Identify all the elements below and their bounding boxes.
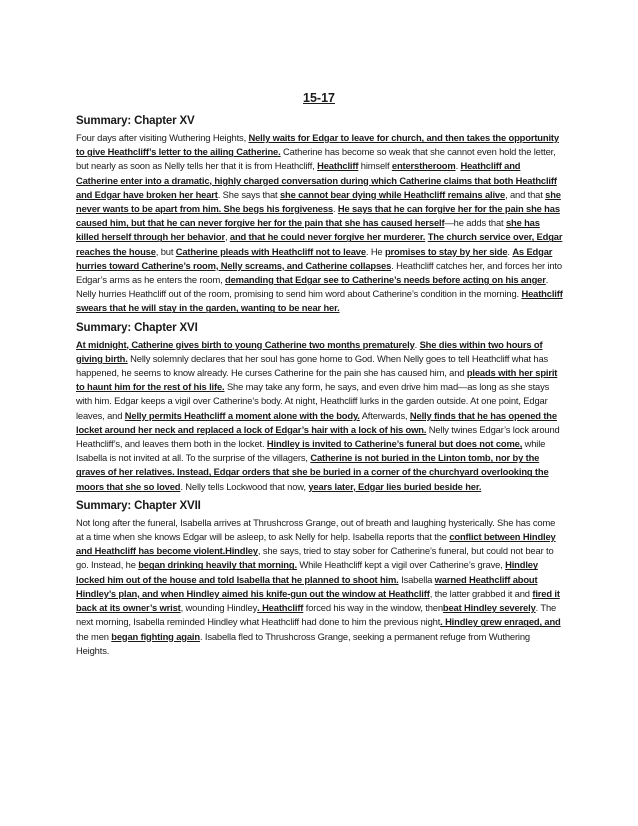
body-text: . — [414, 338, 420, 350]
section-paragraph — [76, 516, 564, 658]
emphasized-text: began fighting again — [111, 630, 200, 642]
body-text: . Nelly tells Lockwood that now, — [180, 480, 309, 492]
body-text: . She says that — [217, 188, 280, 200]
emphasized-text: The church service over, Edgar reaches the house — [76, 231, 563, 257]
body-text: . Nelly hurries Heathcliff out of the room, promising to send him word about Catherine’s condition in the morning. — [76, 274, 549, 300]
emphasized-text: As Edgar hurries toward Catherine’s room, Nelly screams, and Catherine collapses — [76, 245, 553, 271]
section-heading: Summary: Chapter XV — [76, 115, 195, 127]
body-text: while Isabella is not invited at all. To the surprise of the villagers, — [76, 438, 546, 464]
emphasized-text: Hindley — [225, 545, 258, 557]
body-text: , wounding Hindley — [180, 602, 258, 614]
emphasized-text: she cannot bear dying while Heathcliff remains alive — [279, 188, 506, 200]
emphasized-text: He says that he can forgive her for the pain she has caused him, but that he can never forgive her for the pain that she has caused herself — [76, 203, 560, 229]
body-text: , and that — [505, 188, 546, 200]
body-text: . He — [365, 245, 385, 257]
section-paragraph — [76, 131, 564, 316]
body-text: , she says, tried to stay sober for Catherine’s funeral, but could not bear to go. Instead, he — [76, 545, 554, 571]
body-text: the men — [76, 630, 112, 642]
body-text: Isabella — [398, 573, 435, 585]
body-text: , the latter grabbed it and — [429, 587, 533, 599]
emphasized-text: she has killed herself through her behavior — [76, 217, 540, 243]
body-text: . The next morning, Isabella reminded Hindley what Heathcliff had done to him the previous night — [76, 602, 557, 628]
emphasized-text: She dies within two hours of giving birth. — [76, 338, 543, 364]
body-text: Not long after the funeral, Isabella arrives at Thrushcross Grange, out of breath and laughing hysterically. She has come at a time when she knows Edgar will be asleep, to ask Nelly for help. Isabella reports that the — [76, 516, 556, 543]
emphasized-text: Catherine pleads with Heathcliff not to leave — [175, 245, 366, 257]
body-text: himself — [358, 160, 392, 172]
emphasized-text: years later, Edgar lies buried beside her. — [308, 480, 482, 492]
emphasized-text: Catherine is not buried in the Linton tomb, nor by the graves of her relatives. Instead, Edgar orders that she be buried in a corner of the churchyard overlooking the moors that she so loved — [76, 452, 549, 492]
emphasized-text: Heathcliff and Catherine enter into a dramatic, highly charged conversation during which Catherine claims that both Heathcliff and Edgar have broken her heart — [76, 160, 557, 200]
emphasized-text: Heathcliff swears that he will stay in the garden, wanting to be near her. — [76, 288, 563, 314]
emphasized-text: Nelly permits Heathcliff a moment alone with the body. — [124, 409, 360, 421]
section-paragraph — [76, 338, 564, 494]
body-text: Nelly twines Edgar’s lock around Heathcliff’s, and leaves them both in the locket. — [76, 423, 560, 450]
body-text: While Heathcliff kept a vigil over Catherine’s grave, — [296, 559, 506, 571]
body-text: . — [455, 160, 461, 172]
body-text: Four days after visiting Wuthering Heights, — [76, 132, 249, 143]
section-heading: Summary: Chapter XVII — [76, 499, 201, 512]
body-text: Catherine has become so weak that she cannot even hold the letter, but nearly as soon as Nelly tells her that it is from Heathcliff, — [76, 146, 556, 172]
page-title: 15-17 — [303, 91, 335, 105]
body-text: Afterwards, — [359, 409, 410, 421]
emphasized-text: . Hindley grew enraged, and — [440, 616, 561, 628]
body-text: , but — [155, 245, 176, 257]
section-heading: Summary: Chapter XVI — [76, 321, 198, 334]
body-text: , — [224, 231, 230, 243]
emphasized-text: enterstheroom — [391, 160, 456, 172]
emphasized-text: At midnight, Catherine gives birth to young Catherine two months prematurely — [76, 338, 415, 350]
emphasized-text: demanding that Edgar see to Catherine’s needs before acting on his anger — [225, 274, 546, 286]
emphasized-text: promises to stay by her side — [384, 245, 508, 257]
body-text: . — [333, 203, 338, 215]
emphasized-text: warned Heathcliff about Hindley’s plan, and when Hindley aimed his knife-gun out the window at Heathcliff — [76, 573, 538, 599]
emphasized-text: Heathcliff — [317, 160, 359, 172]
document-body — [76, 114, 564, 658]
emphasized-text: and that he could never forgive her murderer. — [229, 231, 426, 243]
emphasized-text: Hindley is invited to Catherine’s funeral but does not come, — [266, 438, 523, 450]
body-text: . Isabella fled to Thrushcross Grange, seeking a permanent refuge from Wuthering Heights. — [76, 630, 530, 656]
body-text: Nelly solemnly declares that her soul has gone home to God. When Nelly goes to tell Heathcliff what has happened, he seems to know already. He curses Catherine for the pain she has caused him, and — [76, 352, 549, 379]
emphasized-text: Nelly waits for Edgar to leave for church, and then takes the opportunity to give Heathcliff’s letter to the ailing Catherine. — [76, 132, 559, 158]
emphasized-text: beat Hindley severely — [442, 602, 536, 614]
body-text: . Heathcliff catches her, and forces her into Edgar’s arms as he enters the room, — [76, 259, 562, 286]
emphasized-text: she never wants to be apart from him. She begs his forgiveness — [76, 188, 561, 215]
emphasized-text: fired it back at its owner’s wrist — [76, 587, 560, 614]
body-text: —he adds that — [444, 217, 506, 229]
emphasized-text: . Heathcliff — [257, 602, 304, 614]
emphasized-text: Nelly finds that he has opened the locket around her neck and replaced a lock of Edgar’s hair with a lock of his own. — [76, 409, 557, 435]
emphasized-text: pleads with her spirit to haunt him for the rest of his life. — [76, 367, 558, 393]
emphasized-text: began drinking heavily that morning. — [138, 559, 297, 571]
body-text: forced his way in the window, then — [303, 602, 443, 614]
body-text: . — [507, 245, 513, 257]
emphasized-text: conflict between Hindley and Heathcliff has become violent. — [76, 531, 556, 557]
emphasized-text: Hindley locked him out of the house and told Isabella that he planned to shoot him. — [76, 559, 538, 585]
body-text: She may take any form, he says, and even drive him mad—as long as she stays with him. Edgar keeps a vigil over Catherine’s body. At night, Heathcliff lurks in the garden outside. At one point, Edgar leaves, and — [76, 381, 550, 421]
